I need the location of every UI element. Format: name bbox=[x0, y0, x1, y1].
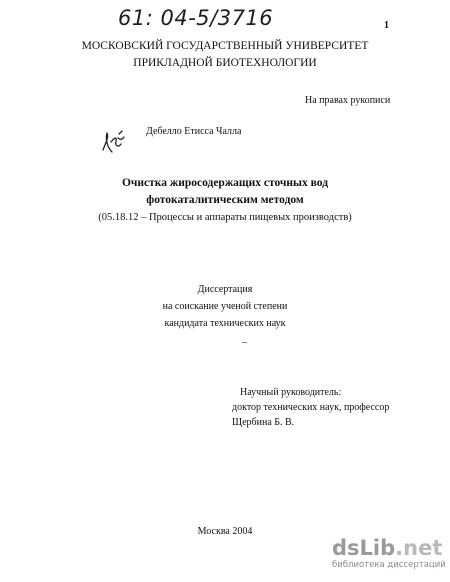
watermark-tagline: библиотека диссертаций bbox=[332, 560, 446, 570]
dissertation-title-line1: Очистка жиросодержащих сточных вод bbox=[121, 177, 329, 189]
advisor-position: доктор технических наук, профессор bbox=[232, 402, 390, 413]
author-name: Дебелло Етисса Чалла bbox=[146, 126, 242, 137]
handwritten-initials-signature bbox=[100, 128, 126, 158]
watermark-logo bbox=[332, 536, 444, 560]
advisor-name: Щербина Б. В. bbox=[232, 417, 295, 428]
page-number: 1 bbox=[384, 20, 389, 31]
watermark-brand: dsLib bbox=[332, 536, 396, 560]
degree-name: кандидата технических наук bbox=[164, 318, 286, 329]
specialty-code: (05.18.12 – Процессы и аппараты пищевых производств) bbox=[98, 212, 352, 223]
separator-dash: – bbox=[242, 337, 247, 348]
dissertation-title-line2: фотокаталитическим методом bbox=[146, 194, 304, 206]
rights-notice: На правах рукописи bbox=[305, 95, 391, 106]
advisor-label: Научный руководитель: bbox=[240, 387, 342, 398]
watermark-brand-suffix: .net bbox=[395, 536, 443, 560]
degree-purpose: на соискание ученой степени bbox=[162, 301, 288, 312]
dslib-watermark bbox=[332, 536, 444, 571]
university-name-line1: МОСКОВСКИЙ ГОСУДАРСТВЕННЫЙ УНИВЕРСИТЕТ bbox=[81, 40, 369, 52]
handwritten-archive-number: 61: 04-5/3716 bbox=[118, 6, 274, 30]
university-name-line2: ПРИКЛАДНОЙ БИОТЕХНОЛОГИИ bbox=[133, 57, 317, 69]
dissertation-label: Диссертация bbox=[197, 284, 253, 295]
city-year: Москва 2004 bbox=[197, 526, 253, 537]
